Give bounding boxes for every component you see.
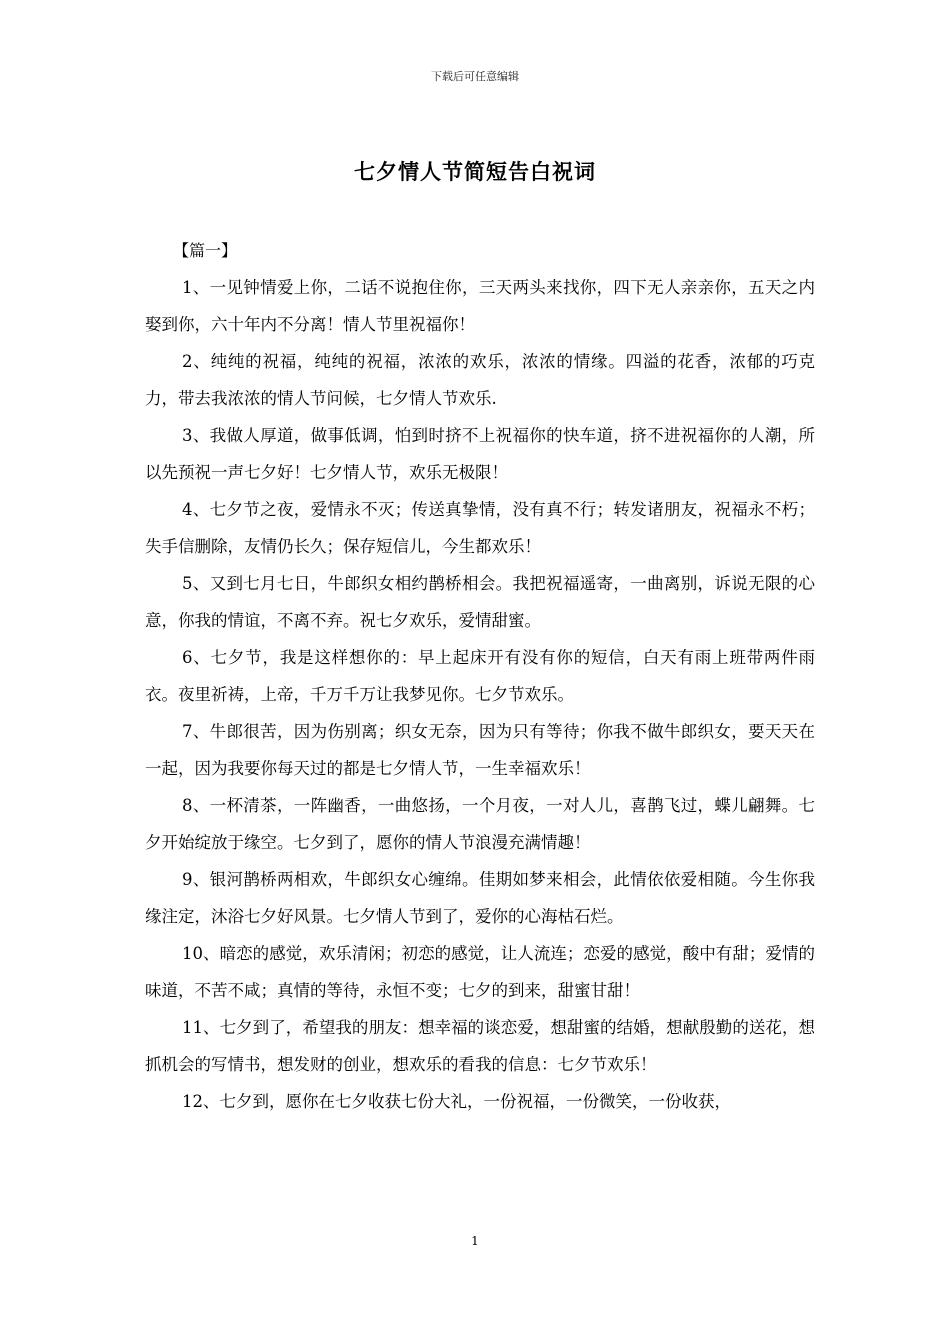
section-label: 【篇一】: [173, 241, 238, 260]
paragraph-9: 9、银河鹊桥两相欢，牛郎织女心缠绵。佳期如梦来相会，此情依依爱相随。今生你我缘注定，沐浴七夕好风景。七夕情人节到了，爱你的心海枯石烂。: [145, 870, 815, 926]
paragraph-1: 1、一见钟情爱上你，二话不说抱住你，三天两头来找你，四下无人亲亲你，五天之内娶到你，六十年内不分离！情人节里祝福你！: [145, 278, 815, 334]
header-note: 下载后可任意编辑: [431, 70, 519, 83]
document-title: 七夕情人节简短告白祝词: [354, 159, 596, 184]
paragraph-8: 8、一杯清茶，一阵幽香，一曲悠扬，一个月夜，一对人儿，喜鹊飞过，蝶儿翩舞。七夕开始绽放于缘空。七夕到了，愿你的情人节浪漫充满情趣！: [145, 796, 815, 852]
document-body: [145, 232, 815, 1120]
page-number: 1: [471, 1234, 479, 1248]
paragraph-6: 6、七夕节，我是这样想你的：早上起床开有没有你的短信，白天有雨上班带两件雨衣。夜里祈祷，上帝，千万千万让我梦见你。七夕节欢乐。: [145, 648, 815, 704]
paragraph-3: 3、我做人厚道，做事低调，怕到时挤不上祝福你的快车道，挤不进祝福你的人潮，所以先预祝一声七夕好！七夕情人节，欢乐无极限！: [145, 426, 815, 482]
paragraph-12: 12、七夕到，愿你在七夕收获七份大礼，一份祝福，一份微笑，一份收获，: [182, 1092, 731, 1111]
paragraph-7: 7、牛郎很苦，因为伤别离；织女无奈，因为只有等待；你我不做牛郎织女，要天天在一起，因为我要你每天过的都是七夕情人节，一生幸福欢乐！: [145, 722, 815, 778]
paragraph-5: 5、又到七月七日，牛郎织女相约鹊桥相会。我把祝福遥寄，一曲离别，诉说无限的心意，你我的情谊，不离不弃。祝七夕欢乐，爱情甜蜜。: [145, 574, 815, 630]
paragraph-2: 2、纯纯的祝福，纯纯的祝福，浓浓的欢乐，浓浓的情缘。四溢的花香，浓郁的巧克力，带去我浓浓的情人节问候，七夕情人节欢乐.: [145, 352, 815, 408]
paragraph-11: 11、七夕到了，希望我的朋友：想幸福的谈恋爱，想甜蜜的结婚，想献殷勤的送花，想抓机会的写情书，想发财的创业，想欢乐的看我的信息：七夕节欢乐！: [145, 1018, 815, 1074]
paragraph-4: 4、七夕节之夜，爱情永不灭；传送真挚情，没有真不行；转发诸朋友，祝福永不朽；失手信删除，友情仍长久；保存短信儿，今生都欢乐！: [145, 500, 815, 556]
paragraph-10: 10、暗恋的感觉，欢乐清闲；初恋的感觉，让人流连；恋爱的感觉，酸中有甜；爱情的味道，不苦不咸；真情的等待，永恒不变；七夕的到来，甜蜜甘甜！: [145, 944, 815, 1000]
